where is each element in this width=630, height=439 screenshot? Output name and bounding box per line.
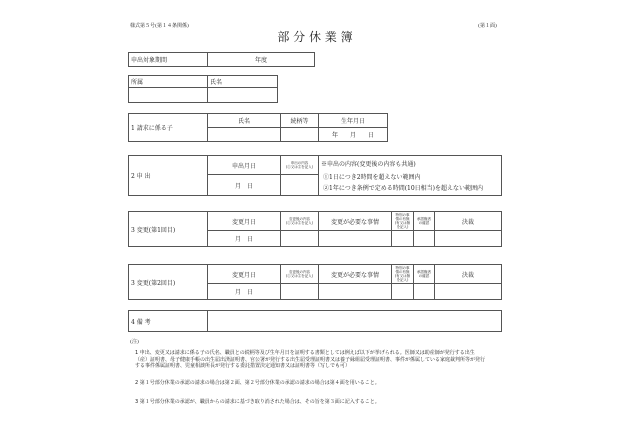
birth-header: 生年月日 bbox=[319, 114, 388, 128]
change-table-2 bbox=[128, 264, 502, 300]
notes-heading: (注) bbox=[130, 339, 139, 345]
request-content-header: 申出の内容 (①又は②を記入) bbox=[281, 156, 319, 175]
change-date-field[interactable]: 月 日 bbox=[208, 284, 281, 300]
period-label: 申出対象期間 bbox=[129, 53, 208, 67]
relation-header: 続柄等 bbox=[281, 114, 319, 128]
change-content-header: 変更後の内容 (①又は②を記入) bbox=[281, 212, 319, 231]
period-field[interactable]: 年度 bbox=[208, 53, 315, 67]
option-1: ①1日につき2時間を超えない範囲内 bbox=[323, 174, 421, 181]
note-2: 2 第１号部分休業の承認の請求の場合は第２面、第２号部分休業の承認の請求の場合は第４面を用いること。 bbox=[135, 380, 380, 386]
change-table-1 bbox=[128, 211, 502, 247]
change-label: 3 変更(第2回目) bbox=[129, 265, 208, 300]
confirm-field[interactable] bbox=[414, 284, 435, 300]
child-name-header: 氏名 bbox=[208, 114, 281, 128]
decision-header: 決裁 bbox=[435, 212, 502, 231]
sheet-number: (第１面) bbox=[478, 23, 497, 29]
note-1: 1 申出、変更又は請求に係る子の氏名、職員との続柄等及び生年月日を証明する書類としては例えば以下が挙げられる。医師又は助産師が発行する出生（産）証明書、母子健康手帳の出生届出済証明書、官公署が発行する出生届受理証明書又は養子縁組届受理証明書、事件が係属している家庭裁判所等が発行する事件係属証明書、児童相談所長が発行する委託措置決定通知書又は証明書等（写しでも可） bbox=[135, 350, 486, 369]
change-content-field[interactable] bbox=[281, 231, 319, 247]
special-header: 特別の事情の有無(有又は無を記入) bbox=[392, 212, 414, 231]
change-label: 3 変更(第1回目) bbox=[129, 212, 208, 247]
confirm-header: 承認権者の確認 bbox=[414, 265, 435, 284]
birth-field[interactable]: 年 月 日 bbox=[319, 128, 388, 142]
relation-field[interactable] bbox=[281, 128, 319, 142]
form-number: 様式第５号(第１４条関係) bbox=[130, 23, 189, 29]
page-title: 部 分 休 業 簿 bbox=[277, 30, 353, 44]
option-2: ②1年につき条例で定める時間(10日相当)を超えない範囲内 bbox=[323, 185, 484, 192]
change-date-header: 変更月日 bbox=[208, 265, 281, 284]
note-3: 3 第１号部分休業の承認が、職員からの請求に基づき取り消された場合は、その旨を第３面に記入すること。 bbox=[135, 399, 380, 405]
change-content-header: 変更後の内容 (①又は②を記入) bbox=[281, 265, 319, 284]
period-table bbox=[128, 52, 315, 67]
request-date-field[interactable]: 月 日 bbox=[208, 175, 281, 196]
decision-field[interactable] bbox=[435, 231, 502, 247]
remarks-label: 4 備 考 bbox=[129, 311, 208, 332]
change-date-field[interactable]: 月 日 bbox=[208, 231, 281, 247]
request-label: 2 申 出 bbox=[129, 156, 208, 196]
name-field[interactable] bbox=[208, 88, 278, 103]
reason-field[interactable] bbox=[319, 231, 392, 247]
request-content-field[interactable] bbox=[281, 175, 319, 196]
request-date-header: 申出月日 bbox=[208, 156, 281, 175]
decision-header: 決裁 bbox=[435, 265, 502, 284]
child-table bbox=[128, 113, 388, 142]
decision-field[interactable] bbox=[435, 284, 502, 300]
dept-label: 所属 bbox=[129, 76, 208, 88]
change-content-field[interactable] bbox=[281, 284, 319, 300]
special-field[interactable] bbox=[392, 231, 414, 247]
dept-field[interactable] bbox=[129, 88, 208, 103]
remarks-field[interactable] bbox=[208, 311, 502, 332]
confirm-header: 承認権者の確認 bbox=[414, 212, 435, 231]
reason-header: 変更が必要な事情 bbox=[319, 265, 392, 284]
reason-header: 変更が必要な事情 bbox=[319, 212, 392, 231]
confirm-field[interactable] bbox=[414, 231, 435, 247]
change-date-header: 変更月日 bbox=[208, 212, 281, 231]
remarks-table bbox=[128, 310, 502, 332]
affiliation-table bbox=[128, 75, 278, 103]
child-label: 1 請求に係る子 bbox=[129, 114, 208, 142]
name-label: 氏名 bbox=[208, 76, 278, 88]
special-header: 特別の事情の有無(有又は無を記入) bbox=[392, 265, 414, 284]
request-table bbox=[128, 155, 502, 196]
reason-field[interactable] bbox=[319, 284, 392, 300]
child-name-field[interactable] bbox=[208, 128, 281, 142]
special-field[interactable] bbox=[392, 284, 414, 300]
request-desc: ※申出の内容(変更後の内容も共通) bbox=[321, 161, 416, 168]
